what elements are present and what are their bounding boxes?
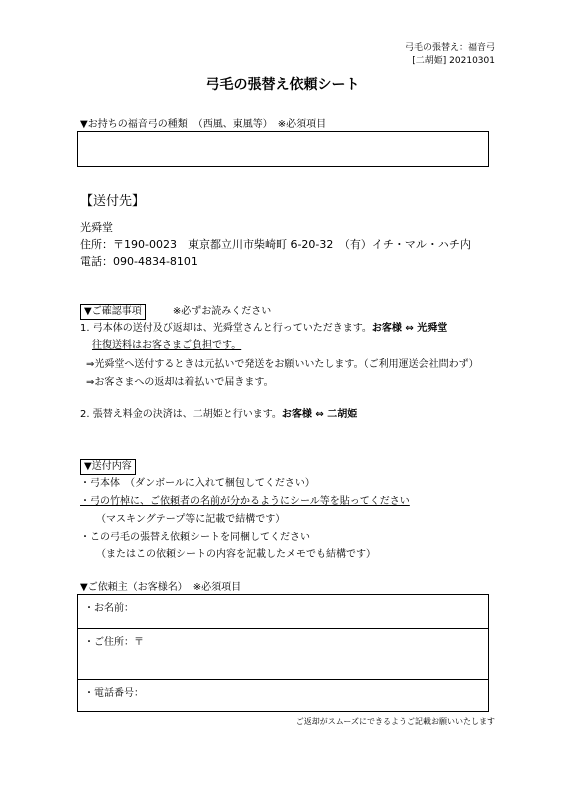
confirm-item1-bold: お客様 ⇔ 光舜堂 <box>371 323 448 334</box>
contents-line5: （またはこの依頼シートの内容を記載したメモでも結構です） <box>96 549 376 560</box>
shipping-name: 光舜堂 <box>80 221 113 234</box>
confirm-tag: ▼ご確認事項 <box>80 304 146 320</box>
client-phone-label: ・電話番号： <box>84 688 144 699</box>
contents-line1: ・弓本体 （ダンボールに入れて梱包してください） <box>80 478 315 489</box>
confirm-item1-line2: 往復送料はお客さまご負担です。 <box>92 340 242 351</box>
contents-line3: （マスキングテープ等に記載で結構です） <box>96 514 286 525</box>
confirm-section <box>80 303 271 321</box>
shipping-phone: 電話：090-4834-8101 <box>80 255 198 268</box>
confirm-item1-line4: ⇒お客さまへの返却は着払いで届きます。 <box>86 377 274 388</box>
confirm-item2 <box>80 406 357 424</box>
bow-type-value <box>78 132 488 140</box>
contents-tag: ▼送付内容 <box>80 459 136 475</box>
confirm-item2-text: 2. 張替え料金の決済は、二胡姫と行います。 <box>80 409 282 420</box>
client-address-label: ・ご住所：〒 <box>84 637 144 648</box>
client-name-field[interactable] <box>138 599 482 625</box>
bow-type-field[interactable] <box>77 131 489 167</box>
shipping-address: 住所：〒190-0023 東京都立川市柴崎町 6-20-32 （有）イチ・マル・ハチ内 <box>80 238 471 251</box>
contents-line2: ・弓の竹棹に、ご依頼者の名前が分かるようにシール等を貼ってください <box>80 496 410 507</box>
client-address-field[interactable] <box>150 633 482 673</box>
footer-note: ご返却がスムーズにできるようご記載お願いいたします <box>295 717 495 726</box>
header-line2: [二胡姫] 20210301 <box>412 56 495 66</box>
contents-section <box>80 458 136 476</box>
document-header <box>405 42 495 68</box>
client-divider-1 <box>78 628 488 629</box>
confirm-item1-line3: ⇒光舜堂へ送付するときは元払いで発送をお願いいたします。（ご利用運送会社問わず） <box>86 359 479 370</box>
client-label: ▼ご依頼主（お客様名） ※必須項目 <box>80 582 242 593</box>
client-divider-2 <box>78 679 488 680</box>
bow-type-label: ▼お持ちの福音弓の種類 （西風、東風等） ※必須項目 <box>80 119 327 130</box>
shipping-heading: 【送付先】 <box>80 194 146 209</box>
confirm-item1-text: 1. 弓本体の送付及び返却は、光舜堂さんと行っていただきます。 <box>80 323 372 334</box>
client-phone-field[interactable] <box>150 684 482 708</box>
confirm-item2-bold: お客様 ⇔ 二胡姫 <box>281 409 358 420</box>
confirm-note: ※必ずお読みください <box>172 306 272 317</box>
header-line1: 弓毛の張替え：福音弓 <box>404 43 495 53</box>
page-title: 弓毛の張替え依頼シート <box>205 77 360 93</box>
contents-line4: ・この弓毛の張替え依頼シートを同梱してください <box>80 532 310 543</box>
client-form <box>77 594 489 712</box>
client-name-label: ・お名前： <box>84 603 134 614</box>
confirm-item1 <box>80 320 447 338</box>
